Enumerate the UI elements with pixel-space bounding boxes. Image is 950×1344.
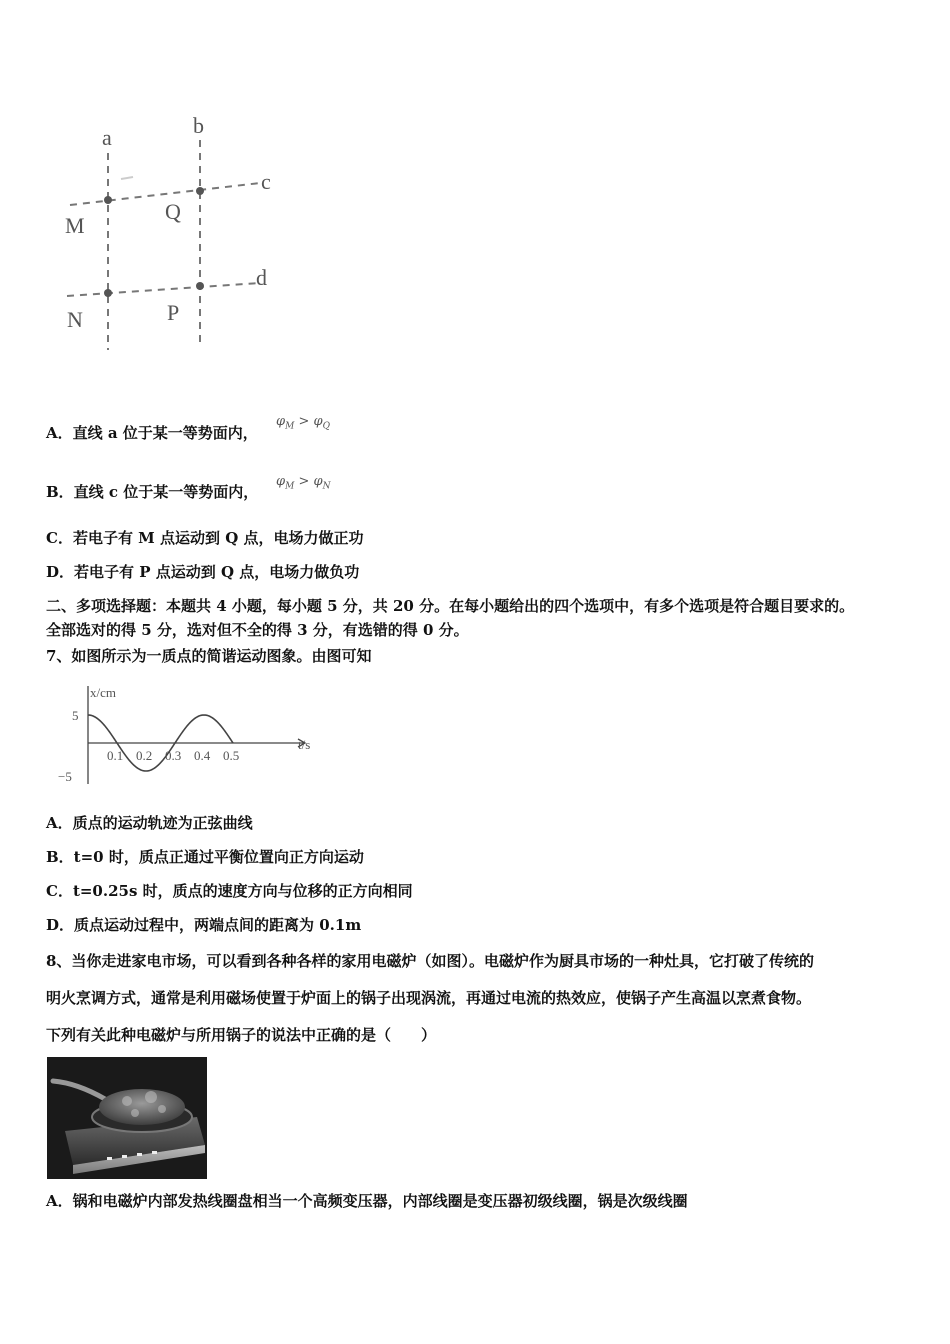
label-c: c [261, 169, 271, 194]
x-axis-label: t/s [298, 737, 311, 752]
induction-cooker-photo [47, 1057, 207, 1179]
x-tick-label: 0.3 [165, 748, 182, 763]
shm-graph [52, 682, 342, 790]
label-n: N [67, 307, 83, 332]
formula-b: $\varphi_M > \varphi_N$ [276, 474, 331, 492]
label-d: d [256, 265, 267, 290]
option-a: A．直线 a 位于某一等势面内， [46, 424, 258, 442]
label-q: Q [165, 199, 181, 224]
section2-line1: 二、多项选择题：本题共 4 小题，每小题 5 分，共 20 分。在每小题给出的四个选项中，有多个选项是符合题目要求的。 [46, 597, 855, 615]
option-d: D．若电子有 P 点运动到 Q 点，电场力做负功 [46, 563, 360, 581]
q7-option-b: B．t=0 时，质点正通过平衡位置向正方向运动 [46, 848, 364, 866]
option-c: C．若电子有 M 点运动到 Q 点，电场力做正功 [46, 529, 364, 547]
point-n [104, 289, 112, 297]
y-tick-neg: −5 [58, 769, 72, 784]
q8-option-a: A．锅和电磁炉内部发热线圈盘相当一个高频变压器，内部线圈是变压器初级线圈，锅是次级线圈 [46, 1192, 688, 1210]
point-q [196, 187, 204, 195]
point-p [196, 282, 204, 290]
point-m [104, 196, 112, 204]
x-tick-label: 0.4 [194, 748, 211, 763]
y-tick-pos: 5 [72, 708, 79, 723]
q7-option-d: D．质点运动过程中，两端点间的距离为 0.1m [46, 916, 362, 934]
formula-a: $\varphi_M > \varphi_Q$ [276, 414, 330, 432]
label-b: b [193, 113, 204, 138]
equipotential-diagram [55, 105, 295, 365]
label-a: a [102, 125, 112, 150]
option-b: B．直线 c 位于某一等势面内， [46, 483, 259, 501]
q8-line3: 下列有关此种电磁炉与所用锅子的说法中正确的是（ ） [46, 1026, 437, 1044]
y-axis-label: x/cm [90, 685, 116, 700]
label-p: P [167, 300, 180, 325]
q7-option-c: C．t=0.25s 时，质点的速度方向与位移的正方向相同 [46, 882, 413, 900]
q8-line1: 8、当你走进家电市场，可以看到各种各样的家用电磁炉（如图）。电磁炉作为厨具市场的一种灶具，它打破了传统的 [46, 952, 814, 970]
q7-stem: 7、如图所示为一质点的简谐运动图象。由图可知 [46, 647, 372, 665]
x-tick-label: 0.2 [136, 748, 153, 763]
q8-line2: 明火烹调方式，通常是利用磁场使置于炉面上的锅子出现涡流，再通过电流的热效应，使锅子产生高温以烹煮食物。 [46, 989, 812, 1007]
line-d [67, 283, 260, 296]
x-tick-label: 0.1 [107, 748, 124, 763]
q7-option-a: A．质点的运动轨迹为正弦曲线 [46, 814, 253, 832]
label-m: M [65, 213, 85, 238]
faint-arrow [121, 177, 133, 179]
x-tick-label: 0.5 [223, 748, 240, 763]
section2-line2: 全部选对的得 5 分，选对但不全的得 3 分，有选错的得 0 分。 [46, 621, 469, 639]
